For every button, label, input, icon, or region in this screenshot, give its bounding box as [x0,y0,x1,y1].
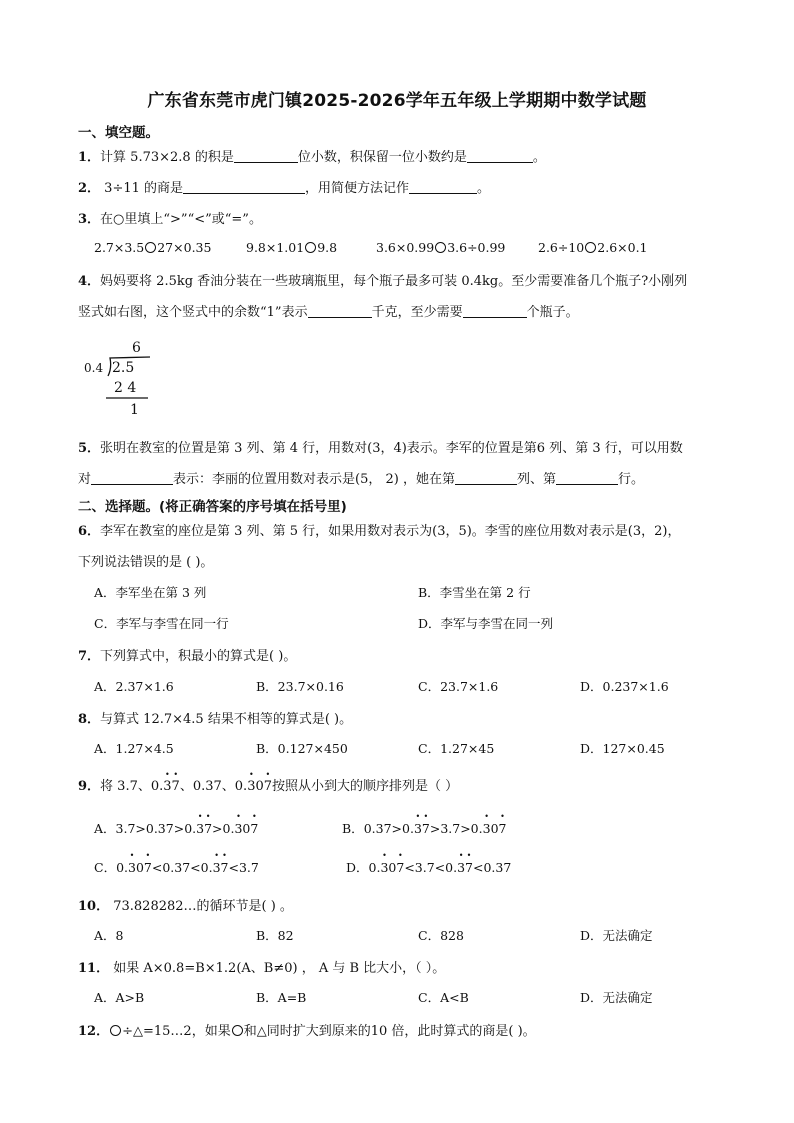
option-d[interactable]: D．0.• 30• 7<3.7<0.• 3• 7<0.37 [346,858,511,876]
question-12: 12． ÷△=15…2，如果 和△同时扩大到原来的10 倍，此时算式的商是( )。 [78,1024,536,1039]
option-a[interactable]: A．3.7>0.37>0.• 3• 7>0.• 30• 7 [94,819,258,837]
question-number: 10． [78,899,110,914]
compare-circle[interactable] [585,242,596,253]
answer-blank[interactable] [308,303,372,318]
option-b[interactable]: B．李雪坐在第 2 行 [418,585,531,600]
option-d[interactable]: D．127×0.45 [580,741,665,756]
option-d[interactable]: D．无法确定 [580,990,653,1005]
division-divisor: 0.4 [84,361,104,375]
answer-blank[interactable] [463,303,527,318]
option-a[interactable]: A．8 [94,928,124,943]
section-multiple-choice: 二、选择题。(将正确答案的序号填在括号里) [78,499,347,515]
question-5-line2: 对 表示：李丽的位置用数对表示是(5， 2) ，她在第 列、第 行。 [78,472,644,487]
compare-item: 2.6÷10 2.6×0.1 [538,240,648,255]
question-11: 11． 如果 A×0.8=B×1.2(A、B≠0) ， A 与 B 比大小，（ ）。 [78,961,446,976]
question-number: 6． [78,524,101,539]
question-1: 1．计算 5.73×2.8 的积是 位小数，积保留一位小数约是 。 [78,150,546,165]
answer-blank[interactable] [409,179,477,194]
question-number: 12． [78,1024,110,1039]
repeating-decimal-037: 0.• 3• 7 [151,779,180,794]
division-remainder: 1 [130,402,139,418]
question-6-line2: 下列说法错误的是 ( )。 [78,555,214,570]
answer-blank[interactable] [455,470,517,485]
question-2: 2． 3÷11 的商是 ，用简便方法记作 。 [78,181,491,196]
compare-item: 3.6×0.99 3.6÷0.99 [376,240,506,255]
compare-item: 2.7×3.5 27×0.35 [94,240,212,255]
option-c[interactable]: C．A<B [418,990,469,1005]
question-9: 9．将 3.7、0.• 3• 7、0.37、0.• 30• 7按照从小到大的顺序排列是（ ） [78,775,458,794]
answer-blank[interactable] [467,148,533,163]
question-10: 10． 73.828282…的循环节是( ) 。 [78,899,293,914]
question-3: 3．在○里填上“>”“<”或“=”。 [78,212,262,227]
question-number: 4． [78,274,101,289]
option-d[interactable]: D．无法确定 [580,928,653,943]
division-product: 2 4 [114,380,137,396]
option-c[interactable]: C．828 [418,928,464,943]
option-b[interactable]: B．A=B [256,990,307,1005]
question-4-line2: 竖式如右图，这个竖式中的余数“1”表示 千克，至少需要 个瓶子。 [78,305,579,320]
question-5: 5．张明在教室的位置是第 3 列、第 4 行，用数对(3，4)表示。李军的位置是第6 列、第 3 行，可以用数 [78,441,683,456]
question-number: 1． [78,150,101,165]
section-fill-in: 一、填空题。 [78,125,159,141]
option-d[interactable]: D．0.237×1.6 [580,679,669,694]
option-a[interactable]: A．李军坐在第 3 列 [94,585,207,600]
circle-icon [110,1025,121,1036]
question-number: 2． [78,181,101,196]
question-6: 6．李军在教室的座位是第 3 列、第 5 行，如果用数对表示为(3，5)。李雪的座位用数对表示是(3，2)， [78,524,681,539]
circle-icon [232,1025,243,1036]
question-number: 5． [78,441,101,456]
question-number: 7． [78,649,101,664]
answer-blank[interactable] [556,470,618,485]
question-number: 3． [78,212,101,227]
option-d[interactable]: D．李军与李雪在同一列 [418,616,554,631]
compare-circle[interactable] [435,242,446,253]
triangle-icon: △ [256,1024,267,1039]
option-c[interactable]: C．李军与李雪在同一行 [94,616,229,631]
long-division-figure [84,338,156,420]
compare-circle[interactable] [145,242,156,253]
option-c[interactable]: C．0.• 30• 7<0.37<0.• 3• 7<3.7 [94,858,259,876]
answer-blank[interactable] [234,148,298,163]
option-c[interactable]: C．1.27×45 [418,741,495,756]
division-quotient: 6 [132,340,141,356]
question-number: 9． [78,779,101,794]
answer-blank[interactable] [91,470,173,485]
division-dividend: 2.5 [112,360,135,376]
option-b[interactable]: B．0.37>0.• 3• 7>3.7>0.• 30• 7 [342,819,506,837]
answer-blank[interactable] [183,179,305,194]
question-number: 11． [78,961,110,976]
option-b[interactable]: B．0.127×450 [256,741,348,756]
question-4: 4．妈妈要将 2.5kg 香油分装在一些玻璃瓶里，每个瓶子最多可装 0.4kg。至少需要准备几个瓶子?小刚列 [78,274,688,289]
repeating-decimal-0307: 0.• 30• 7 [235,779,272,794]
option-a[interactable]: A．A>B [94,990,145,1005]
compare-circle[interactable] [305,242,316,253]
option-c[interactable]: C．23.7×1.6 [418,679,499,694]
page-title: 广东省东莞市虎门镇2025-2026学年五年级上学期期中数学试题 [147,91,647,111]
question-8: 8．与算式 12.7×4.5 结果不相等的算式是( )。 [78,712,353,727]
option-b[interactable]: B．82 [256,928,294,943]
question-7: 7．下列算式中，积最小的算式是( )。 [78,649,297,664]
option-b[interactable]: B．23.7×0.16 [256,679,344,694]
option-a[interactable]: A．1.27×4.5 [94,741,174,756]
triangle-icon: △ [133,1024,143,1039]
question-number: 8． [78,712,101,727]
option-a[interactable]: A．2.37×1.6 [94,679,174,694]
compare-item: 9.8×1.01 9.8 [246,240,338,255]
